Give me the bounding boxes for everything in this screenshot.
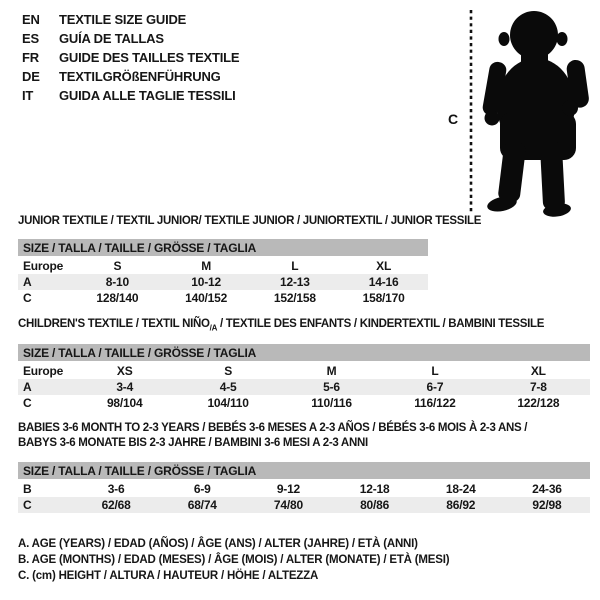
size-cell: 92/98 [532, 498, 562, 512]
size-cell: 68/74 [187, 498, 217, 512]
language-label: GUIDE DES TAILLES TEXTILE [59, 50, 240, 65]
size-table-header: SIZE / TALLA / TAILLE / GRÖSSE / TAGLIA [18, 239, 428, 256]
section-children-title-suffix: / TEXTILE DES ENFANTS / KINDERTEXTIL / BAMBINI TESSILE [217, 318, 545, 330]
language-code: IT [22, 88, 34, 103]
size-cell: 116/122 [414, 396, 456, 410]
size-cell: L [431, 364, 439, 378]
language-code: EN [22, 12, 40, 27]
toddler-silhouette-icon [440, 2, 595, 217]
size-cell: XL [530, 364, 546, 378]
size-table-babies [18, 462, 590, 513]
size-cell: M [201, 259, 212, 273]
size-cell: 7-8 [529, 380, 547, 394]
language-label: GUIDA ALLE TAGLIE TESSILI [59, 88, 236, 103]
size-cell: 3-4 [116, 380, 134, 394]
footnote-c: C. (cm) HEIGHT / ALTURA / HAUTEUR / HÖHE / ALTEZZA [18, 570, 319, 582]
size-cell: 86/92 [446, 498, 476, 512]
table-row [18, 274, 428, 290]
language-code: ES [22, 31, 39, 46]
size-cell: 12-18 [359, 482, 390, 496]
row-label: Europe [23, 364, 64, 378]
table-row [18, 481, 590, 497]
size-cell: 122/128 [517, 396, 560, 410]
table-row [18, 290, 428, 306]
size-cell: 8-10 [105, 275, 129, 289]
row-label: A [23, 275, 32, 289]
language-label: GUÍA DE TALLAS [59, 31, 164, 46]
table-row [18, 379, 590, 395]
size-table-children [18, 344, 590, 411]
size-cell: 6-7 [426, 380, 444, 394]
language-row [22, 86, 239, 105]
size-cell: 74/80 [273, 498, 303, 512]
section-babies-title-line2: BABYS 3-6 MONATE BIS 2-3 JAHRE / BAMBINI 3-6 MESI A 2-3 ANNI [18, 437, 368, 449]
row-label: C [23, 291, 32, 305]
size-cell: XS [116, 364, 133, 378]
section-children-title-prefix: CHILDREN'S TEXTILE / TEXTIL NIÑO [18, 318, 210, 330]
language-row [22, 67, 239, 86]
table-row [18, 258, 428, 274]
section-children-title-sub: /A [209, 323, 218, 333]
size-cell: 14-16 [368, 275, 399, 289]
section-junior-title: JUNIOR TEXTILE / TEXTIL JUNIOR/ TEXTILE JUNIOR / JUNIORTEXTIL / JUNIOR TESSILE [18, 215, 482, 227]
language-row [22, 29, 239, 48]
section-babies-title-line1: BABIES 3-6 MONTH TO 2-3 YEARS / BEBÉS 3-6 MESES A 2-3 AÑOS / BÉBÉS 3-6 MOIS À 2-3 ANS / [18, 422, 528, 434]
size-cell: 3-6 [107, 482, 125, 496]
size-cell: S [113, 259, 122, 273]
size-cell: 152/158 [273, 291, 316, 305]
language-label: TEXTILE SIZE GUIDE [59, 12, 187, 27]
size-cell: 6-9 [193, 482, 211, 496]
row-label: C [23, 396, 32, 410]
size-cell: L [291, 259, 299, 273]
language-row [22, 10, 239, 29]
table-row [18, 497, 590, 513]
size-cell: 80/86 [360, 498, 390, 512]
row-label: B [23, 482, 32, 496]
language-label: TEXTILGRÖßENFÜHRUNG [59, 69, 221, 84]
size-cell: 12-13 [280, 275, 310, 289]
toddler-figure [481, 11, 590, 217]
size-table-header: SIZE / TALLA / TAILLE / GRÖSSE / TAGLIA [18, 344, 590, 361]
size-cell: 62/68 [101, 498, 131, 512]
size-cell: 104/110 [207, 396, 249, 410]
size-cell: 18-24 [445, 482, 476, 496]
section-children-title [18, 318, 544, 332]
size-table-header: SIZE / TALLA / TAILLE / GRÖSSE / TAGLIA [18, 462, 590, 479]
size-cell: 10-12 [191, 275, 221, 289]
height-measure-label: C [448, 111, 459, 127]
size-cell: 110/116 [311, 396, 352, 410]
size-cell: S [224, 364, 233, 378]
size-cell: XL [376, 259, 392, 273]
size-cell: 9-12 [276, 482, 301, 496]
table-row [18, 395, 590, 411]
size-cell: M [326, 364, 337, 378]
size-cell: 158/170 [362, 291, 405, 305]
footnote-a: A. AGE (YEARS) / EDAD (AÑOS) / ÂGE (ANS) / ALTER (JAHRE) / ETÀ (ANNI) [18, 538, 418, 550]
size-cell: 140/152 [185, 291, 228, 305]
size-cell: 98/104 [106, 396, 143, 410]
language-code: FR [22, 50, 39, 65]
language-code: DE [22, 69, 40, 84]
size-cell: 4-5 [219, 380, 237, 394]
row-label: Europe [23, 259, 64, 273]
footnote-b: B. AGE (MONTHS) / EDAD (MESES) / ÂGE (MOIS) / ALTER (MONATE) / ETÀ (MESI) [18, 554, 450, 566]
size-cell: 5-6 [323, 380, 340, 394]
row-label: A [23, 380, 32, 394]
row-label: C [23, 498, 32, 512]
footnotes [18, 536, 449, 584]
table-row [18, 363, 590, 379]
size-cell: 24-36 [532, 482, 562, 496]
language-header [22, 10, 239, 105]
size-table-junior [18, 239, 428, 306]
language-row [22, 48, 239, 67]
size-cell: 128/140 [96, 291, 139, 305]
